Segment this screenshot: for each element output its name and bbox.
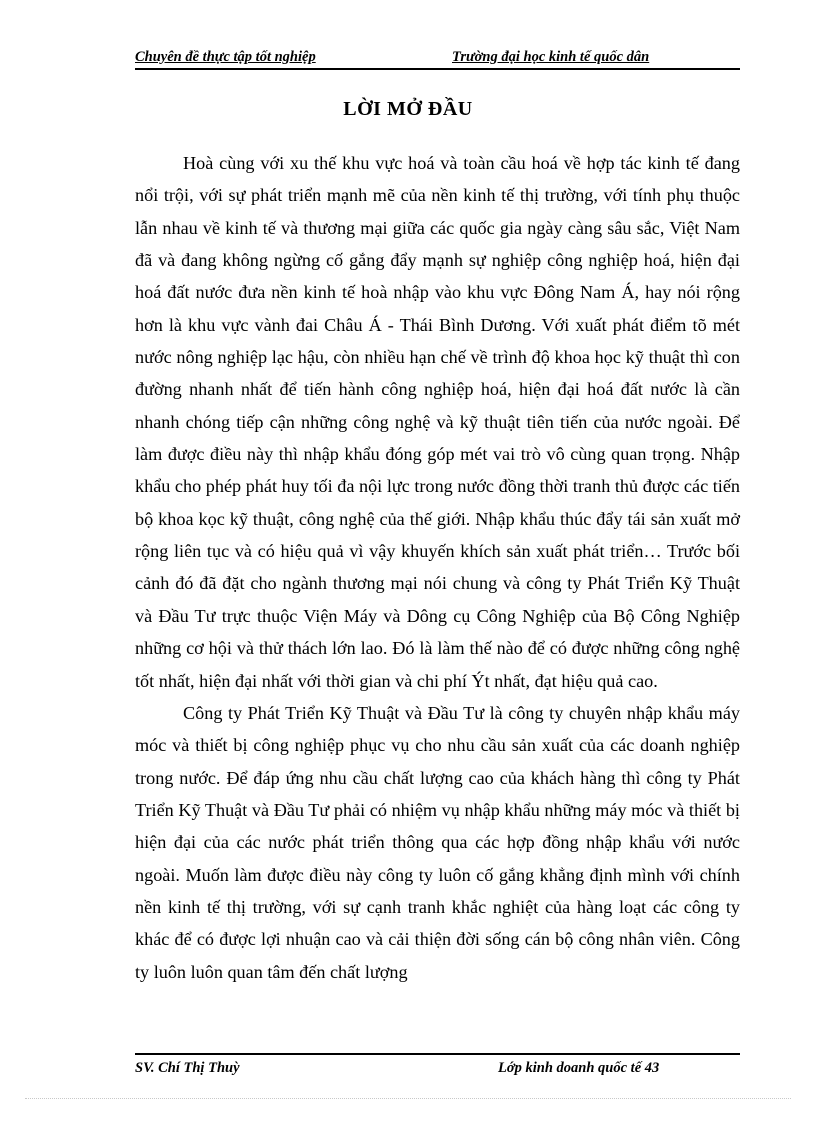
header-topic: Chuyên đề thực tập tốt nghiệp (135, 49, 316, 65)
page-title: LỜI MỞ ĐẦU (343, 98, 473, 120)
paragraph-1: Hoà cùng với xu thế khu vực hoá và toàn cầu hoá về hợp tác kinh tế đang nổi trội, với sự phát triển mạnh mẽ của nền kinh tế thị trường, với tính phụ thuộc lẫn nhau về kinh tế và thương mại giữa các quốc gia ngày càng sâu sắc, Việt Nam đã và đang không ngừng cố gắng đẩy mạnh sự nghiệp công nghiệp hoá, hiện đại hoá đất nước đưa nền kinh tế hoà nhập vào khu vực Đông Nam Á, hay nói rộng hơn là khu vực vành đai Châu Á - Thái Bình Dương. Với xuất phát điểm tõ mét nước nông nghiệp lạc hậu, còn nhiều hạn chế về trình độ khoa học kỹ thuật thì con đường nhanh nhất để tiến hành công nghiệp hoá, hiện đại hoá đất nước là cần nhanh chóng tiếp cận những công nghệ và kỹ thuật tiên tiến của nước ngoài. Để làm được điều này thì nhập khẩu đóng góp mét vai trò vô cùng quan trọng. Nhập khẩu cho phép phát huy tối đa nội lực trong nước đồng thời tranh thủ được các tiến bộ khoa kọc kỹ thuật, công nghệ của thế giới. Nhập khẩu thúc đẩy tái sản xuất mở rộng liên tục và có hiệu quả vì vậy khuyến khích sản xuất phát triển… Trước bối cảnh đó đã đặt cho ngành thương mại nói chung và công ty Phát Triển Kỹ Thuật và Đầu Tư trực thuộc Viện Máy và Dông cụ Công Nghiệp của Bộ Công Nghiệp những cơ hội và thử thách lớn lao. Đó là làm thế nào để có được những công nghệ tốt nhất, hiện đại nhất với thời gian và chi phí Ýt nhất, đạt hiệu quả cao. (135, 153, 740, 691)
page-bottom-edge (25, 1098, 791, 1099)
paragraph-2: Công ty Phát Triển Kỹ Thuật và Đầu Tư là công ty chuyên nhập khẩu máy móc và thiết bị công nghiệp phục vụ cho nhu cầu sản xuất của các doanh nghiệp trong nước. Để đáp ứng nhu cầu chất lượng cao của khách hàng thì công ty Phát Triển Kỹ Thuật và Đầu Tư phải có nhiệm vụ nhập khẩu những máy móc và thiết bị hiện đại của các nước phát triển thông qua các hợp đồng nhập khẩu với nước ngoài. Muốn làm được điều này công ty luôn cố gắng khẳng định mình với chính nền kinh tế thị trường, với sự cạnh tranh khắc nghiệt của hàng loạt các công ty khác để có được lợi nhuận cao và cải thiện đời sống cán bộ công nhân viên. Công ty luôn luôn quan tâm đến chất lượng (135, 702, 740, 982)
document-body (135, 147, 740, 988)
header-university: Trường đại học kinh tế quốc dân (452, 49, 650, 65)
page-header (135, 48, 740, 70)
page-footer (135, 1053, 740, 1077)
footer-student: SV. Chí Thị Thuỳ (135, 1060, 240, 1076)
footer-class: Lớp kinh doanh quốc tế 43 (498, 1060, 660, 1076)
